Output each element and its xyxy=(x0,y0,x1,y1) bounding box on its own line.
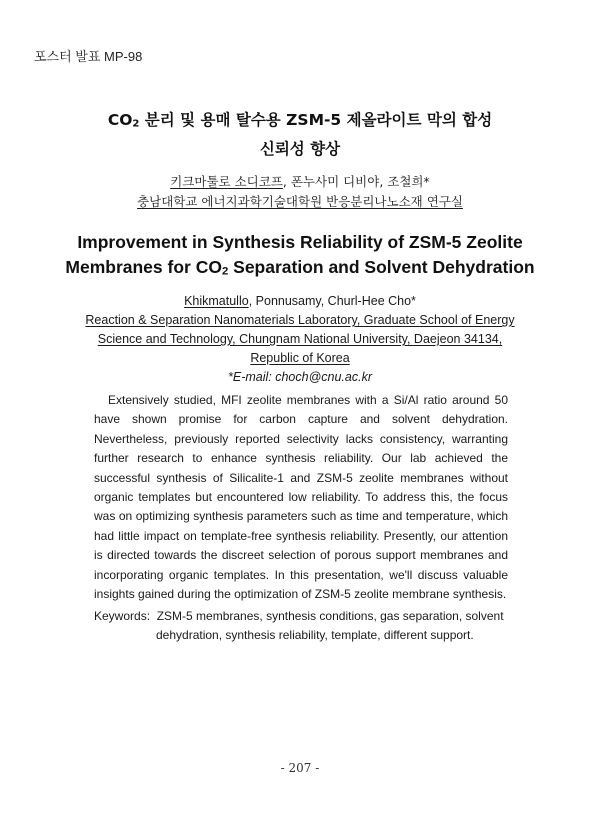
english-title xyxy=(0,230,600,285)
korean-title-line1: $CO_2$ 분리 및 용매 탈수용 ZSM-5 제올라이트 막의 합성 xyxy=(107,111,493,130)
english-affiliation-line1: Reaction & Separation Nanomaterials Laboratory, Graduate School of Energy xyxy=(85,313,515,327)
abstract xyxy=(94,391,508,604)
page-number: - 207 - xyxy=(280,761,320,775)
keywords-text: ZSM-5 membranes, synthesis conditions, gas separation, solvent dehydration, synthesis reliability, template, different support. xyxy=(156,609,504,642)
abstract-text: Extensively studied, MFI zeolite membranes with a Si/Al ratio around 50 have shown promise for carbon capture and solvent dehydration. Nevertheless, previously reported selectivity lacks consistency, warranting further research to enhance synthesis reliability. Our lab achieved the successful synthesis of Silicalite-1 and ZSM-5 zeolite membranes without organic templates but encountered low reliability. To address this, the focus was on optimizing synthesis parameters such as time and temperature, which had little impact on template-free synthesis reliability. Presently, our attention is directed towards the discreet selection of porous support membranes and incorporating organic templates. In this presentation, we'll discuss valuable insights gained during the optimization of ZSM-5 zeolite membrane synthesis. xyxy=(94,393,508,602)
keywords-label: Keywords: xyxy=(94,609,151,623)
english-title-line1: Improvement in Synthesis Reliability of ZSM-5 Zeolite xyxy=(77,232,523,252)
korean-affiliation: 충남대학교 에너지과학기술대학원 반응분리나노소재 연구실 xyxy=(137,194,463,209)
korean-authors xyxy=(0,172,600,212)
english-coauthors: , Ponnusamy, Churl-Hee Cho* xyxy=(248,294,416,308)
english-presenting-author: Khikmatullo xyxy=(184,294,249,308)
contact-email: *E-mail: choch@cnu.ac.kr xyxy=(228,370,372,384)
korean-coauthors: , 폰누사미 디비야, 조철희* xyxy=(282,174,430,189)
korean-presenting-author: 키크마툴로 소디코프 xyxy=(170,174,283,189)
english-affiliation-line2: Science and Technology, Chungnam National University, Daejeon 34134, xyxy=(97,332,503,346)
english-title-line2: Membranes for $CO_2$ Separation and Solvent Dehydration xyxy=(65,257,535,278)
english-authors xyxy=(0,292,600,387)
korean-title xyxy=(0,108,600,161)
english-affiliation-line3: Republic of Korea xyxy=(250,351,350,365)
session-label: 포스터 발표 MP-98 xyxy=(34,49,143,64)
korean-title-line2: 신뢰성 향상 xyxy=(259,139,341,158)
keywords xyxy=(94,607,508,645)
